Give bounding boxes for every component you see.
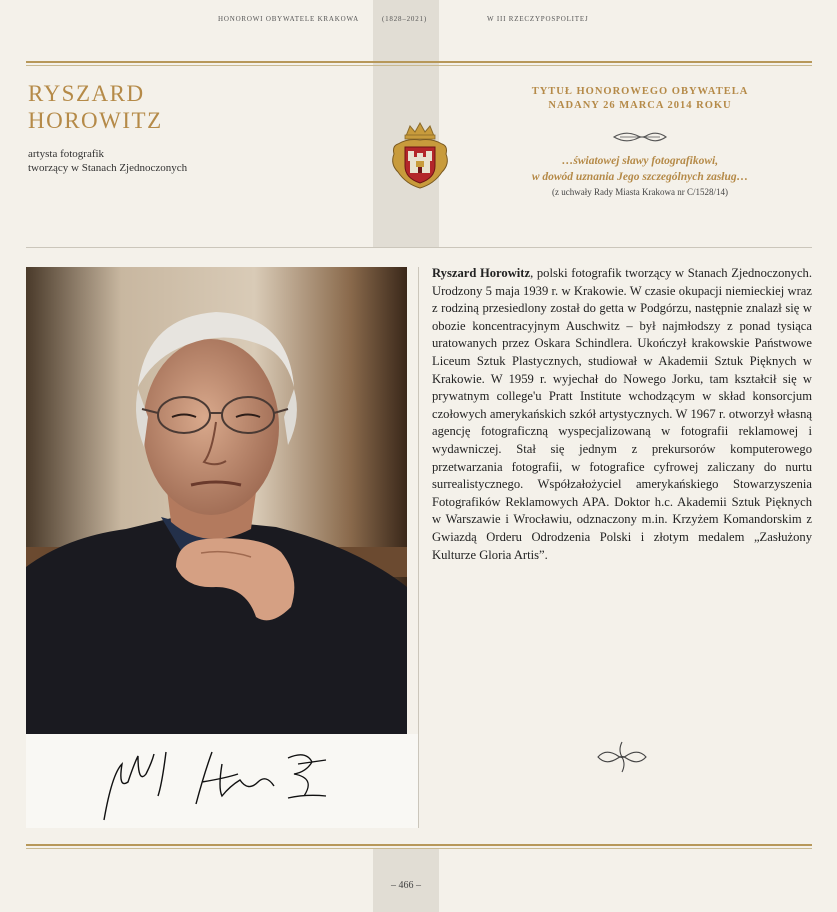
award-citation: (z uchwały Rady Miasta Krakowa nr C/1528/14) [552,187,728,197]
running-header [0,15,837,29]
biography-name: Ryszard Horowitz [432,266,531,280]
award-quote-line1: …światowej sławy fotografikowi, [561,155,719,167]
running-header-title: HONOROWI OBYWATELE KRAKOWA [218,15,359,23]
biography [432,265,812,564]
award-title [470,85,810,113]
person-role-line2: tworzący w Stanach Zjednoczonych [28,162,188,174]
crest-icon [388,120,452,192]
ornament-icon [596,740,648,774]
award-title-line2: NADANY 26 MARCA 2014 ROKU [548,100,732,111]
footer-rule [26,844,812,846]
person-name [28,80,358,134]
footer-rule-thin [26,848,812,849]
person-last-name: HOROWITZ [28,108,163,133]
running-header-years: (1828–2021) [382,15,427,23]
award-quote [470,153,810,185]
section-rule [26,247,812,248]
award-quote-line2: w dowód uznania Jego szczególnych zasług… [531,171,749,183]
running-header-subtitle: W III RZECZYPOSPOLITEJ [487,15,589,23]
person-role [28,147,358,175]
biography-text: , polski fotografik tworzący w Stanach Zjednoczonych. Urodzony 5 maja 1939 r. w Krakowie. W czasie okupacji niemieckiej wraz z rodziną przesiedlony został do getta w Podgórzu, następnie znalazł się w obozie koncentracyjnym Auschwitz – był najmłodszy z ponad tysiąca uratowanych przez Oskara Schindlera. Ukończył krakowskie Państwowe Liceum Sztuk Plastycznych, studiował w Akademii Sztuk Pięknych w Krakowie. W 1959 r. wyjechał do Nowego Jorku, tam kształcił się w prywatnym college'u Pratt Institute wchodzącym w skład konsorcjum czołowych amerykańskich szkół artystycznych. W 1967 r. otworzył własną agencję fotograficzną wyspecjalizowaną w fotografii reklamowej i wydawniczej. Stał się jednym z prekursorów komputerowego przetwarzania fotografii, w fotografice cyfrowej zaliczany do nurtu surrealistycznego. Współzałożyciel amerykańskiego Stowarzyszenia Fotografików Reklamowych APA. Doktor h.c. Akademii Sztuk Pięknych w Warszawie i Wrocławiu, odznaczony m.in. Krzyżem Komandorskim z Gwiazdą Orderu Odrodzenia Polski i złotym medalem „Zasłużony Kulturze Gloria Artis”. [432,266,813,562]
page-number: – 466 – [391,880,421,891]
header-rule [26,61,812,63]
award-block [470,85,810,197]
signature-icon [26,734,418,828]
award-title-line1: TYTUŁ HONOROWEGO OBYWATELA [531,86,749,97]
flourish-icon [612,129,668,145]
signature-area [26,734,418,828]
portrait-photo [26,267,407,734]
person-first-name: RYSZARD [28,81,145,106]
column-divider [418,267,419,828]
person-role-line1: artysta fotografik [28,148,105,160]
header-rule-thin [26,65,812,66]
